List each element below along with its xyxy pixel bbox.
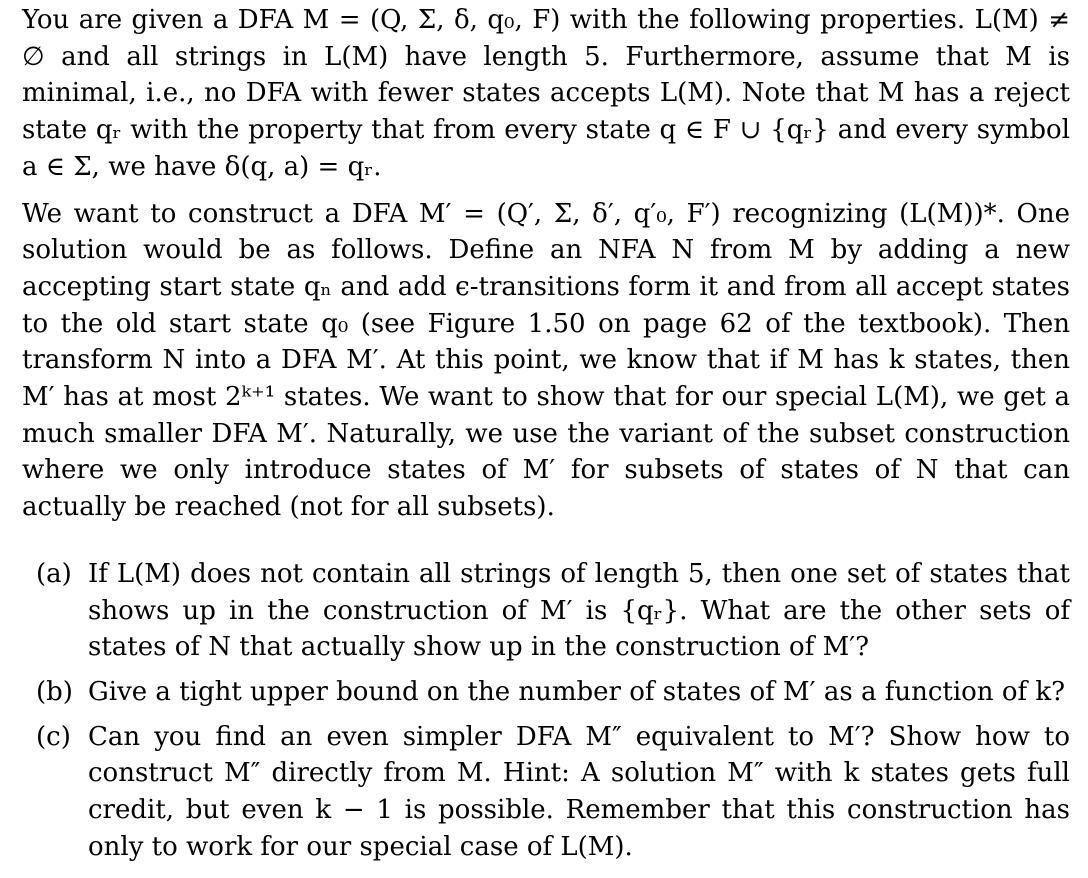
question-item-b	[22, 674, 1070, 711]
question-text-a: If L(M) does not contain all strings of length 5, then one set of states that shows up in the construction of M′ is {qᵣ}. What are the other sets of states of N that actually show up in the construction of M′?	[88, 558, 1070, 663]
paragraph-construction: We want to construct a DFA M′ = (Q′, Σ, δ′, q′₀, F′) recognizing (L(M))*. One solution would be as follows. Define an NFA N from M by adding a new accepting start state qₙ and add ϵ-transitions form it and from all accept states to the old start state q₀ (see Figure 1.50 on page 62 of the textbook). Then transform N into a DFA M′. At this point, we know that if M has k states, then M′ has at most 2ᵏ⁺¹ states. We want to show that for our special L(M), we get a much smaller DFA M′. Naturally, we use the variant of the subset construction where we only introduce states of M′ for subsets of states of N that can actually be reached (not for all subsets).	[22, 198, 1070, 523]
question-item-c	[22, 719, 1070, 866]
question-text-b: Give a tight upper bound on the number of states of M′ as a function of k?	[88, 676, 1066, 707]
problem-document	[22, 2, 1070, 873]
question-label-b: (b)	[36, 676, 73, 707]
question-label-a: (a)	[36, 558, 72, 589]
paragraph-dfa-definition: You are given a DFA M = (Q, Σ, δ, q₀, F) with the following properties. L(M) ≠ ∅ and all strings in L(M) have length 5. Furthermore, assume that M is minimal, i.e., no DFA with fewer states accepts L(M). Note that M has a reject state qᵣ with the property that from every state q ∈ F ∪ {qᵣ} and every symbol a ∈ Σ, we have δ(q, a) = qᵣ.	[22, 5, 1070, 182]
question-label-c: (c)	[36, 721, 71, 752]
question-text-c: Can you find an even simpler DFA M″ equivalent to M′? Show how to construct M″ directly from M. Hint: A solution M″ with k states gets full credit, but even k − 1 is possible. Remember that this construction has only to work for our special case of L(M).	[88, 721, 1070, 862]
question-list	[22, 556, 1070, 866]
question-item-a	[22, 556, 1070, 666]
